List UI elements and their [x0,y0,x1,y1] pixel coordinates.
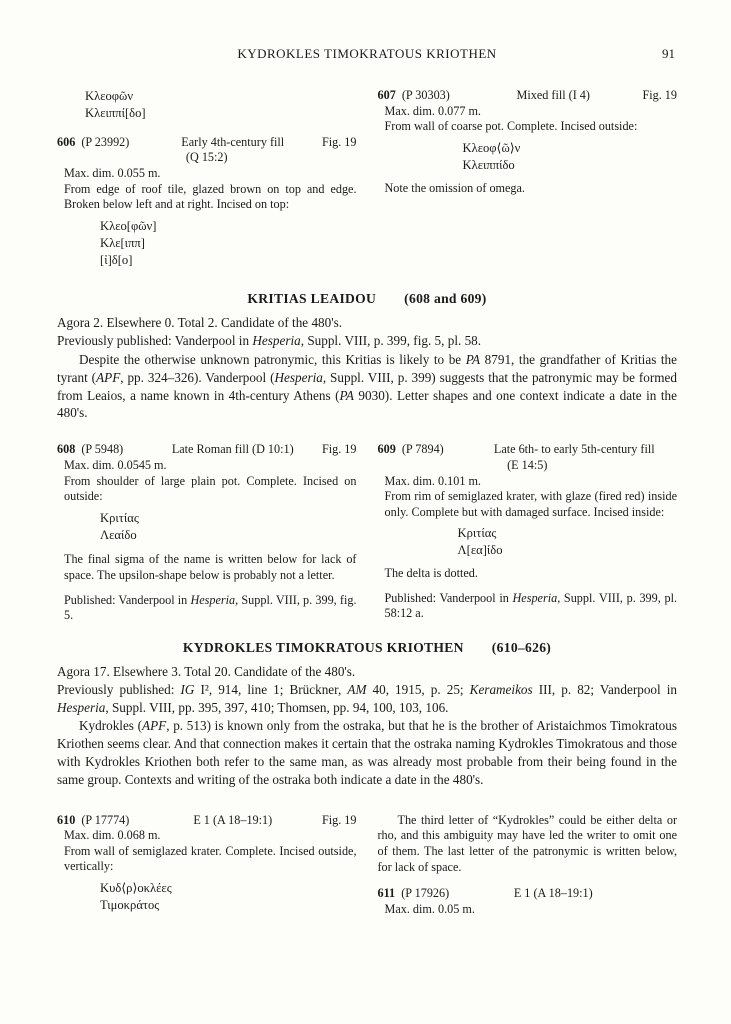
section-kydrokles-timokratous [57,640,677,789]
entry-id [378,886,472,902]
figure-reference: Fig. 19 [321,812,357,827]
inventory-number: (P 7894) [401,442,444,457]
entry-number: 608 [57,442,76,457]
greek-line: [ἰ]δ[ο] [100,252,133,267]
page-header [57,46,677,64]
inscription-text [100,510,357,544]
context-label-2: (Q 15:2) [185,150,228,165]
figure-reference: Fig. 19 [321,442,357,457]
max-dimension: Max. dim. 0.101 m. [384,473,481,488]
inscription-text [100,880,357,914]
entry-610-header [57,813,357,829]
entry-610 [57,813,357,914]
greek-line: Κλειππίδο [462,157,515,172]
greek-line: Κυδ⟨ρ⟩οκλέες [100,881,172,896]
max-dimension: Max. dim. 0.055 m. [64,165,161,180]
entry-610-note: The third letter of “Kydrokles” could be either delta or rho, and this ambiguity may have led the writer to omit one of them. The last letter of the patronymic is written below, for lack of space. [377,812,677,875]
entry-608-header [57,442,357,458]
entry-number: 609 [377,442,396,457]
context-label: Mixed fill (I 4) [516,88,590,102]
inscription-text [463,140,678,174]
entry-611 [378,886,678,917]
section-summary: Agora 17. Elsewhere 3. Total 20. Candidate of the 480's. [57,663,356,679]
entry-id [57,135,151,151]
previously-published: Previously published: Vanderpool in Hesperia, Suppl. VIII, p. 399, fig. 5, pl. 58. [57,333,482,349]
greek-line: Κλε[ιππ] [100,235,145,250]
entry-id [57,442,151,458]
inscription-text [458,525,678,559]
greek-line: Λ[εα]ίδο [457,543,503,558]
context-label-2: (E 14:5) [507,457,548,472]
section-title: KRITIAS LEAIDOU [247,291,377,307]
greek-line: Κλειππί[δο] [85,105,146,120]
inventory-number: (P 5948) [81,442,124,457]
entry-606 [57,135,357,269]
entry-note: Note the omission of omega. [384,180,525,195]
entry-number: 606 [57,134,76,149]
entry-number: 610 [57,812,76,827]
entry-description: From wall of coarse pot. Complete. Incised outside: [384,119,638,134]
section-summary: Agora 2. Elsewhere 0. Total 2. Candidate of the 480's. [57,315,343,331]
entry-number: 607 [377,88,396,102]
max-dimension: Max. dim. 0.0545 m. [64,457,167,472]
column-left [57,813,357,921]
greek-line: Κλεο[φῶν] [100,218,157,233]
context-label: E 1 (A 18–19:1) [513,886,593,901]
entry-description: From shoulder of large plain pot. Complete. Incised on outside: [64,473,357,504]
section-kritias-leaidou [57,291,677,422]
entry-id [378,88,472,104]
section-heading [57,291,677,307]
section-heading [57,640,677,656]
inventory-number: (P 17774) [81,812,130,827]
section-commentary: Kydrokles (APF, p. 513) is known only from the ostraka, but that he is the brother of Aristaichmos Timokratous Kriothen seems clear. And that connection makes it certain that the ostraka naming Kydrokles Timokratous and those with Kydrokles Kriothen both refer to the same man, as was already most probable from their being found in the same group. Contexts and writing of the ostraka both indicate a date in the 480's. [57,718,677,787]
max-dimension: Max. dim. 0.068 m. [64,828,161,843]
context-label: E 1 (A 18–19:1) [193,812,273,827]
entry-606-header [57,135,357,151]
entry-block-608-609 [57,442,677,624]
entry-607-header [378,88,678,104]
greek-line: Κλεοφ⟨ῶ⟩ν [462,140,521,155]
published-reference: Published: Vanderpool in Hesperia, Suppl. VIII, p. 399, fig. 5. [64,592,357,623]
entry-id [378,442,472,458]
entry-id [57,813,151,829]
column-right [378,88,678,196]
greek-line: Τιμοκράτος [100,897,160,912]
entry-description: From wall of semiglazed krater. Complete. Incised outside, vertically: [64,843,357,874]
section-commentary: Despite the otherwise unknown patronymic, this Kritias is likely to be PA 8791, the grandfather of Kritias the tyrant (APF, pp. 324–326). Vanderpool (Hesperia, Suppl. VIII, p. 399) suggests that the patronymic may be formed from Leaios, a name known in 4th-century Athens (PA 9030). Letter shapes and one context indicate a date in the 480's. [57,352,678,421]
greek-line: Κριτίας [457,526,497,541]
inventory-number: (P 23992) [81,134,130,149]
section-title: KYDROKLES TIMOKRATOUS KRIOTHEN [182,639,464,655]
entry-609 [378,442,678,622]
context-label: Late Roman fill (D 10:1) [171,442,294,457]
entry-note: The delta is dotted. [384,566,478,581]
previous-entry-inscription [85,88,357,122]
entry-611-header [378,886,678,902]
greek-line: Κριτίας [100,510,139,525]
context-label: Late 6th- to early 5th-century fill [493,442,655,457]
inventory-number: (P 17926) [401,886,450,901]
previously-published: Previously published: IG I², 914, line 1; Brückner, AM 40, 1915, p. 25; Kerameikos III, p. 82; Vanderpool in Hesperia, Suppl. VIII, pp. 395, 397, 410; Thomsen, pp. 94, 100, 103, 106. [57,681,677,715]
entry-description: From rim of semiglazed krater, with glaze (fired red) inside only. Complete but with damaged surface. Incised inside: [384,489,677,519]
published-reference: Published: Vanderpool in Hesperia, Suppl. VIII, p. 399, pl. 58:12 a. [384,590,678,621]
column-right [378,442,678,622]
entry-number: 611 [377,886,396,901]
entry-block-610-611 [57,813,677,921]
column-left [57,442,357,624]
entry-note: The final sigma of the name is written below for lack of space. The upsilon-shape below is probably not a letter. [64,552,357,583]
entry-609-header [378,442,678,458]
section-entry-range: (608 and 609) [404,291,487,307]
context-label: Early 4th-century fill [181,134,285,149]
entry-description: From edge of roof tile, glazed brown on top and edge. Broken below left and at right. Incised on top: [64,181,357,212]
max-dimension: Max. dim. 0.05 m. [384,901,475,916]
entry-607 [378,88,678,196]
section-entry-range: (610–626) [491,639,552,655]
figure-reference [635,886,677,902]
greek-line: Λεαίδο [100,527,137,542]
figure-reference: Fig. 19 [321,134,357,149]
entry-608 [57,442,357,624]
column-left [57,88,357,275]
max-dimension: Max. dim. 0.077 m. [384,103,481,118]
inventory-number: (P 30303) [401,88,450,102]
figure-reference: Fig. 19 [642,88,677,102]
entry-block-606-607 [57,88,677,275]
column-right [378,813,678,918]
inscription-text [100,218,357,269]
running-head-title: KYDROKLES TIMOKRATOUS KRIOTHEN [237,46,497,61]
page-number: 91 [662,46,675,61]
greek-line: Κλεοφῶν [85,89,134,103]
